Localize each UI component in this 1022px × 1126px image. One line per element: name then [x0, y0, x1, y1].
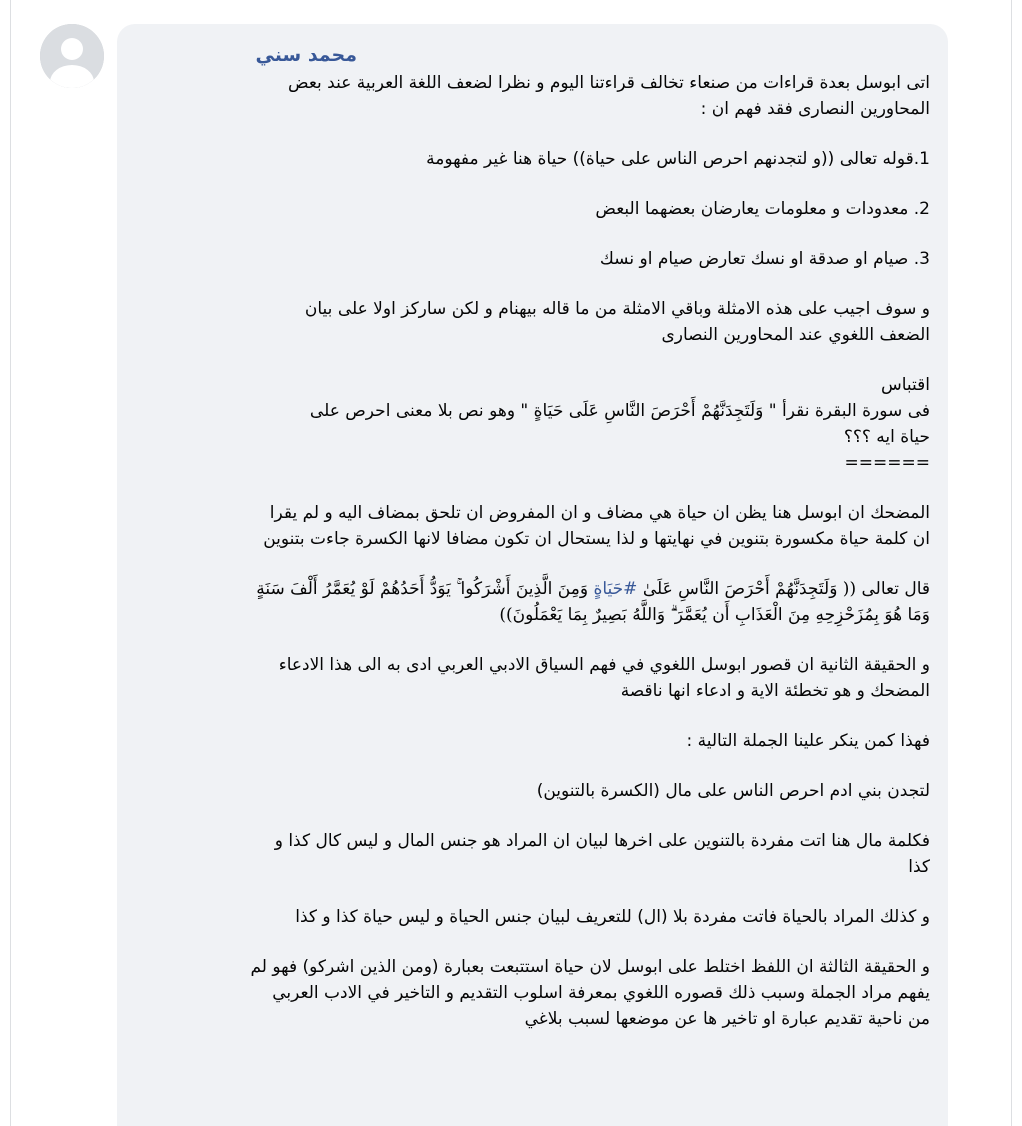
comment-text-line: الضعف اللغوي عند المحاورين النصارى	[661, 325, 930, 345]
comment-paragraph	[145, 954, 930, 1032]
comment-text-line: المضحك و هو تخطئة الاية و ادعاء انها ناقصة	[620, 681, 930, 701]
comment-body	[145, 70, 930, 1032]
comment-text-line: ======	[844, 453, 930, 473]
comment-paragraph	[145, 728, 930, 754]
comment-paragraph	[145, 778, 930, 804]
verse-line: وَمَا هُوَ بِمُزَحْزِحِهِ مِنَ الْعَذَابِ أَن يُعَمَّرَ ۗ وَاللَّهُ بَصِيرٌ بِمَا يَعْمَلُونَ))	[499, 605, 930, 625]
comment-paragraph	[145, 296, 930, 348]
comment-text-line: فكلمة مال هنا اتت مفردة بالتنوين على اخرها لبيان ان المراد هو جنس المال و ليس كال كذا و	[274, 831, 930, 851]
comment-verse	[145, 576, 930, 628]
comment-text-line: و الحقيقة الثانية ان قصور ابوسل اللغوي في فهم السياق الادبي العربي ادى به الى هذا الادعاء	[278, 655, 930, 675]
comment-text-line: اقتباس	[880, 375, 930, 395]
comment-paragraph	[145, 500, 930, 552]
comment-paragraph	[145, 652, 930, 704]
comment-text-line: المضحك ان ابوسل هنا يظن ان حياة هي مضاف و ان المفروض ان تلحق بمضاف اليه و لم يقرا	[269, 503, 930, 523]
comment-text-line: 2. معدودات و معلومات يعارضان بعضهما البعض	[595, 199, 930, 219]
comment-bubble	[117, 24, 948, 1126]
comment-text-line: و كذلك المراد بالحياة فاتت مفردة بلا (ال) للتعريف لبيان جنس الحياة و ليس حياة كذا و كذا	[295, 907, 930, 927]
comment-text-line: اتى ابوسل بعدة قراءات من صنعاء تخالف قراءتنا اليوم و نظرا لضعف اللغة العربية عند بعض	[288, 73, 930, 93]
comment-text-line: 3. صيام او صدقة او نسك تعارض صيام او نسك	[599, 249, 930, 269]
comment-text-line: و الحقيقة الثالثة ان اللفظ اختلط على ابوسل لان حياة استتبعت بعبارة (ومن الذين اشركو) فهو لم	[250, 957, 930, 977]
comment-text-line: 1.قوله تعالى ((و لتجدنهم احرص الناس على حياة)) حياة هنا غير مفهومة	[426, 149, 930, 169]
comment-text-line: المحاورين النصارى فقد فهم ان :	[700, 99, 930, 119]
comment-text-line: لتجدن بني ادم احرص الناس على مال (الكسرة بالتنوين)	[536, 781, 930, 801]
right-border	[1011, 0, 1022, 1126]
comment-paragraph	[145, 246, 930, 272]
verse-text: وَمِنَ الَّذِينَ أَشْرَكُوا ۚ يَوَدُّ أَحَدُهُمْ لَوْ يُعَمَّرُ أَلْفَ سَنَةٍ	[256, 579, 594, 599]
comment-text-line: و سوف اجيب على هذه الامثلة وباقي الامثلة من ما قاله بيهنام و لكن سارکز اولا على بيان	[304, 299, 930, 319]
default-profile-icon	[40, 24, 104, 88]
comment-paragraph	[145, 828, 930, 880]
verse-text: قال تعالى (( وَلَتَجِدَنَّهُمْ أَحْرَصَ النَّاسِ عَلَىٰ	[637, 579, 930, 599]
comment-text-line: كذا	[908, 857, 930, 877]
verse-line	[145, 576, 930, 602]
comment-text-line: حياة ايه ؟؟؟	[843, 427, 930, 447]
comment-quote	[145, 372, 930, 476]
comment-paragraph	[145, 70, 930, 122]
comment-text-line: فهذا كمن ينكر علينا الجملة التالية :	[686, 731, 930, 751]
comment-paragraph	[145, 146, 930, 172]
left-border	[0, 0, 11, 1126]
avatar[interactable]	[40, 24, 104, 88]
hashtag-link[interactable]: #حَيَاةٍ	[593, 579, 638, 599]
comment-text-line: فى سورة البقرة نقرأ " وَلَتَجِدَنَّهُمْ أَحْرَصَ النَّاسِ عَلَى حَيَاةٍ " وهو نص بلا معنى احرص على	[309, 401, 930, 421]
comment-text-line: يفهم مراد الجملة وسبب ذلك قصوره اللغوي بمعرفة اسلوب التقديم و التاخير في الادب العربي	[272, 983, 930, 1003]
comment-text-line: ان كلمة حياة مكسورة بتنوين في نهايتها و لذا يستحال ان تكون مضافا لانها الكسرة جاءت بتنوين	[263, 529, 930, 549]
comment-paragraph	[145, 196, 930, 222]
comment-paragraph	[145, 904, 930, 930]
comment-text-line: من ناحية تقديم عبارة او تاخير ها عن موضعها لسبب بلاغي	[524, 1009, 930, 1029]
comment-author-link[interactable]: محمد سني	[255, 44, 357, 66]
